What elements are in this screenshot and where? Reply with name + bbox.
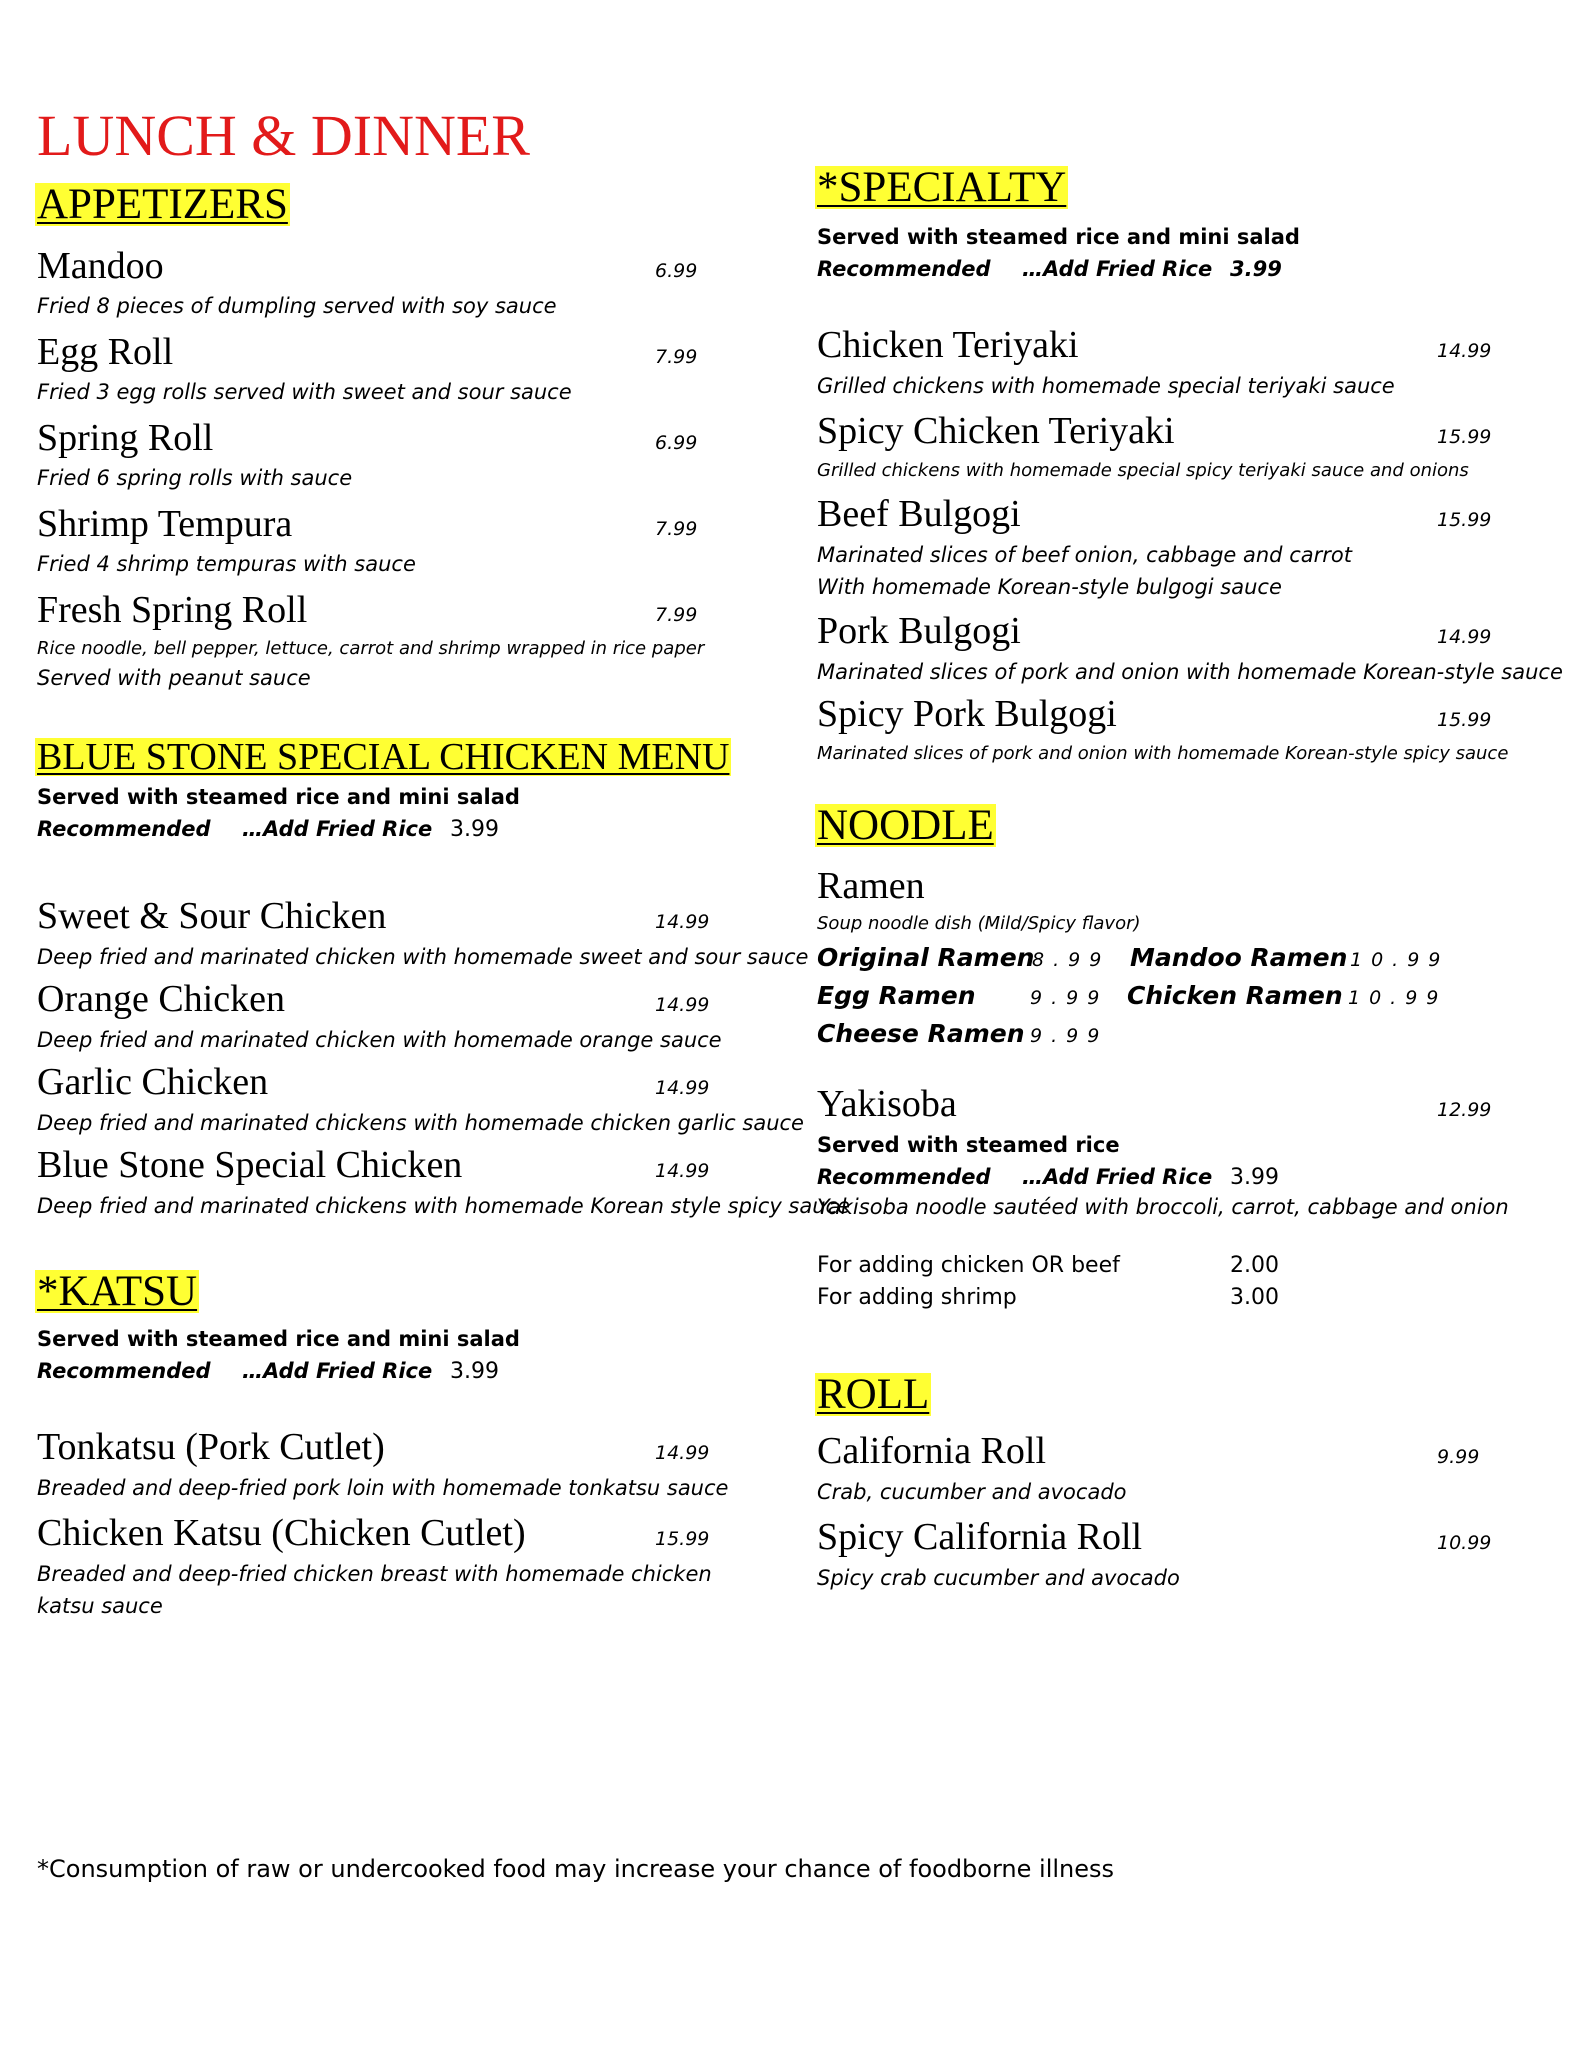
ramen-option-name: Chicken Ramen <box>1127 981 1343 1010</box>
menu-item-description: Breaded and deep-fried chicken breast with homemade chicken <box>37 1562 712 1586</box>
menu-item-price: 15.99 <box>1437 426 1492 448</box>
served-with-note: Served with steamed rice and mini salad <box>37 785 520 809</box>
menu-item-price: 14.99 <box>1437 340 1492 362</box>
menu-item-name: Garlic Chicken <box>37 1061 269 1103</box>
menu-item-description: Rice noodle, bell pepper, lettuce, carrot and shrimp wrapped in rice paper <box>37 638 705 659</box>
menu-item-description: Deep fried and marinated chicken with homemade orange sauce <box>37 1028 722 1052</box>
menu-item-name: Blue Stone Special Chicken <box>37 1144 463 1186</box>
menu-item-description: Deep fried and marinated chickens with homemade chicken garlic sauce <box>37 1111 804 1135</box>
menu-item-description: Deep fried and marinated chicken with homemade sweet and sour sauce <box>37 945 809 969</box>
menu-item-price: 12.99 <box>1437 1099 1492 1121</box>
menu-item-price: 7.99 <box>655 518 698 540</box>
raw-food-disclaimer: *Consumption of raw or undercooked food may increase your chance of foodborne illness <box>37 1855 1115 1883</box>
ramen-option-price: 10.99 <box>1348 987 1448 1009</box>
noodle-heading: NOODLE <box>817 802 994 849</box>
menu-item-name: Spicy Pork Bulgogi <box>817 693 1117 735</box>
menu-item-description: Deep fried and marinated chickens with homemade Korean style spicy sauce <box>37 1194 851 1218</box>
add-fried-rice-price: 3.99 <box>450 817 499 842</box>
add-fried-rice-price: 3.99 <box>1230 1165 1279 1190</box>
menu-item-price: 6.99 <box>655 432 698 454</box>
add-fried-rice-label: …Add Fried Rice <box>1022 1165 1213 1189</box>
menu-item-name: Spicy Chicken Teriyaki <box>817 410 1175 452</box>
menu-item-name: Orange Chicken <box>37 978 285 1020</box>
menu-item-name: Chicken Katsu (Chicken Cutlet) <box>37 1512 526 1554</box>
menu-item-price: 14.99 <box>1437 626 1492 648</box>
recommended-label: Recommended <box>37 1359 211 1383</box>
menu-item-name: Egg Roll <box>37 331 174 373</box>
recommended-label: Recommended <box>817 257 991 281</box>
menu-item-description: Grilled chickens with homemade special teriyaki sauce <box>817 374 1395 398</box>
menu-item-price: 15.99 <box>655 1528 710 1550</box>
recommended-label: Recommended <box>37 817 211 841</box>
addon-price: 3.00 <box>1230 1285 1279 1310</box>
menu-item-name: Beef Bulgogi <box>817 493 1021 535</box>
menu-item-description: Served with peanut sauce <box>37 666 311 690</box>
menu-item-price: 14.99 <box>655 1077 710 1099</box>
menu-item-description: Yakisoba noodle sautéed with broccoli, carrot, cabbage and onion <box>817 1195 1509 1219</box>
menu-item-description: Crab, cucumber and avocado <box>817 1480 1127 1504</box>
add-fried-rice-price: 3.99 <box>450 1359 499 1384</box>
menu-item-name: Chicken Teriyaki <box>817 324 1079 366</box>
add-fried-rice-price: 3.99 <box>1230 257 1282 281</box>
menu-item-name: Fresh Spring Roll <box>37 589 308 631</box>
menu-item-name: Sweet & Sour Chicken <box>37 895 387 937</box>
menu-item-name: Spicy California Roll <box>817 1516 1143 1558</box>
menu-item-name: Pork Bulgogi <box>817 610 1021 652</box>
menu-item-description: Fried 4 shrimp tempuras with sauce <box>37 552 416 576</box>
ramen-option-name: Egg Ramen <box>817 981 976 1010</box>
menu-item-price: 14.99 <box>655 1160 710 1182</box>
add-fried-rice-label: …Add Fried Rice <box>242 817 433 841</box>
menu-item-price: 14.99 <box>655 911 710 933</box>
ramen-option-name: Original Ramen <box>817 943 1035 972</box>
menu-item-description: katsu sauce <box>37 1594 163 1618</box>
menu-item-price: 9.99 <box>1437 1446 1480 1468</box>
menu-item-price: 14.99 <box>655 1442 710 1464</box>
menu-item-description: Marinated slices of beef onion, cabbage and carrot <box>817 543 1352 567</box>
menu-item-description: Fried 8 pieces of dumpling served with soy sauce <box>37 294 557 318</box>
menu-item-description: Soup noodle dish (Mild/Spicy flavor) <box>817 913 1141 934</box>
served-with-note: Served with steamed rice <box>817 1133 1120 1157</box>
menu-item-price: 15.99 <box>1437 709 1492 731</box>
ramen-option-price: 10.99 <box>1350 949 1450 971</box>
menu-item-price: 10.99 <box>1437 1532 1492 1554</box>
menu-item-price: 7.99 <box>655 346 698 368</box>
addon-price: 2.00 <box>1230 1253 1279 1278</box>
menu-item-name: Yakisoba <box>817 1083 957 1125</box>
specialty-heading: *SPECIALTY <box>817 164 1067 211</box>
appetizers-heading: APPETIZERS <box>37 181 288 228</box>
menu-item-description: With homemade Korean-style bulgogi sauce <box>817 575 1282 599</box>
menu-item-description: Fried 6 spring rolls with sauce <box>37 466 353 490</box>
addon-label: For adding chicken OR beef <box>817 1253 1120 1278</box>
menu-item-description: Grilled chickens with homemade special spicy teriyaki sauce and onions <box>817 460 1469 481</box>
served-with-note: Served with steamed rice and mini salad <box>817 225 1300 249</box>
menu-item-description: Spicy crab cucumber and avocado <box>817 1566 1180 1590</box>
menu-item-name: Mandoo <box>37 245 164 287</box>
menu-item-description: Marinated slices of pork and onion with homemade Korean-style sauce <box>817 660 1563 684</box>
ramen-option-name: Cheese Ramen <box>817 1019 1025 1048</box>
served-with-note: Served with steamed rice and mini salad <box>37 1327 520 1351</box>
ramen-option-price: 9.99 <box>1030 987 1109 1009</box>
roll-heading: ROLL <box>817 1371 930 1418</box>
menu-item-name: California Roll <box>817 1430 1047 1472</box>
add-fried-rice-label: …Add Fried Rice <box>242 1359 433 1383</box>
ramen-option-price: 8.99 <box>1032 949 1111 971</box>
menu-item-description: Breaded and deep-fried pork loin with homemade tonkatsu sauce <box>37 1476 729 1500</box>
menu-item-description: Fried 3 egg rolls served with sweet and sour sauce <box>37 380 572 404</box>
chicken-menu-heading: BLUE STONE SPECIAL CHICKEN MENU <box>37 736 730 778</box>
menu-item-name: Spring Roll <box>37 417 214 459</box>
menu-item-price: 6.99 <box>655 260 698 282</box>
katsu-heading: *KATSU <box>37 1268 198 1315</box>
menu-title: LUNCH & DINNER <box>37 103 530 168</box>
menu-item-name: Shrimp Tempura <box>37 503 293 545</box>
menu-item-name: Ramen <box>817 865 925 907</box>
menu-item-price: 7.99 <box>655 604 698 626</box>
addon-label: For adding shrimp <box>817 1285 1017 1310</box>
ramen-option-name: Mandoo Ramen <box>1130 943 1348 972</box>
recommended-label: Recommended <box>817 1165 991 1189</box>
menu-item-description: Marinated slices of pork and onion with homemade Korean-style spicy sauce <box>817 743 1509 764</box>
add-fried-rice-label: …Add Fried Rice <box>1022 257 1213 281</box>
menu-item-price: 15.99 <box>1437 509 1492 531</box>
ramen-option-price: 9.99 <box>1030 1025 1109 1047</box>
menu-item-name: Tonkatsu (Pork Cutlet) <box>37 1426 385 1468</box>
menu-item-price: 14.99 <box>655 994 710 1016</box>
